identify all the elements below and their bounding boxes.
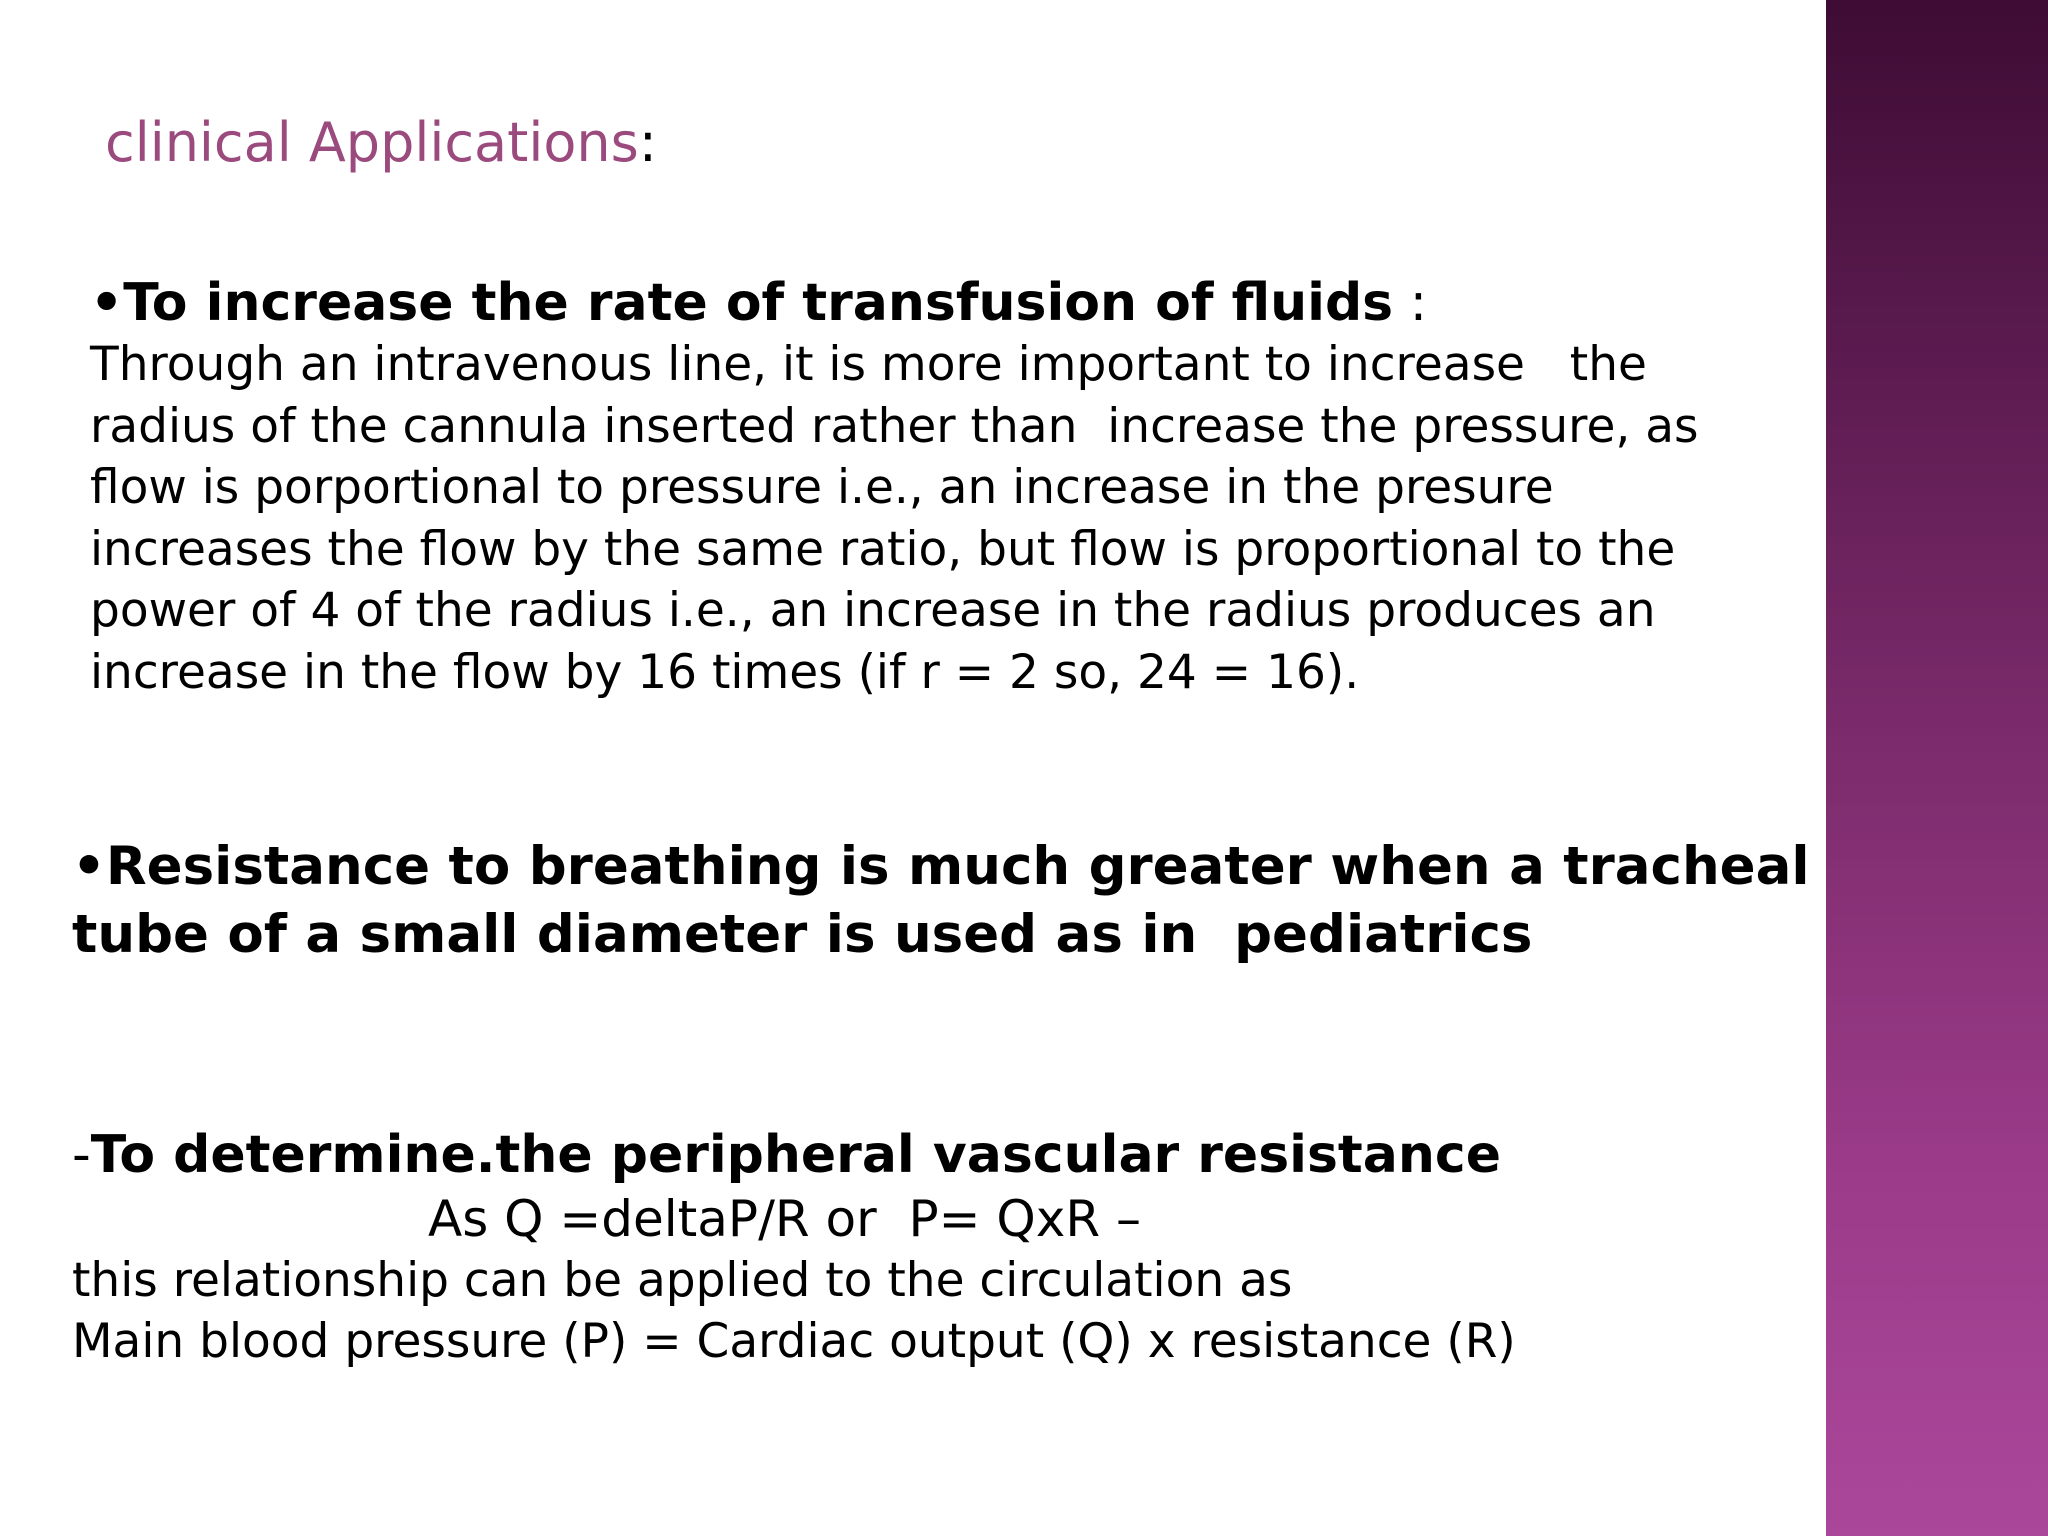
section-transfusion <box>90 272 1699 703</box>
section-breathing-line: tube of a small diameter is used as in pediatrics <box>72 904 1533 965</box>
slide-title <box>105 112 657 174</box>
section-transfusion-heading-text: •To increase the rate of transfusion of fluids <box>90 273 1394 333</box>
section-transfusion-line: increase in the flow by 16 times (if r = 2 so, 24 = 16). <box>90 644 1360 700</box>
formula-line: As Q =deltaP/R or P= QxR – <box>428 1190 1142 1248</box>
section-transfusion-line: Through an intravenous line, it is more important to increase the <box>90 337 1647 393</box>
section-vascular-dash: - <box>72 1125 91 1185</box>
section-vascular-line: this relationship can be applied to the circulation as <box>72 1253 1293 1308</box>
slide-title-text: clinical Applications <box>105 111 639 174</box>
section-breathing-resistance <box>72 833 1810 969</box>
section-vascular-heading <box>72 1122 1516 1188</box>
section-transfusion-line: radius of the cannula inserted rather than increase the pressure, as <box>90 398 1699 454</box>
section-transfusion-line: power of 4 of the radius i.e., an increase in the radius produces an <box>90 583 1656 639</box>
section-vascular-resistance <box>72 1122 1516 1372</box>
section-vascular-line: Main blood pressure (P) = Cardiac output (Q) x resistance (R) <box>72 1314 1516 1369</box>
section-transfusion-heading <box>90 272 1699 334</box>
section-vascular-heading-text: To determine.the peripheral vascular resistance <box>90 1125 1501 1185</box>
decorative-side-band <box>1826 0 2048 1536</box>
section-breathing-line: •Resistance to breathing is much greater when a tracheal <box>72 836 1810 897</box>
section-transfusion-line: flow is porportional to pressure i.e., an increase in the presure <box>90 460 1554 516</box>
section-transfusion-line: increases the flow by the same ratio, but flow is proportional to the <box>90 521 1676 577</box>
slide-title-colon: : <box>638 111 657 174</box>
section-transfusion-heading-tail: : <box>1393 273 1428 333</box>
